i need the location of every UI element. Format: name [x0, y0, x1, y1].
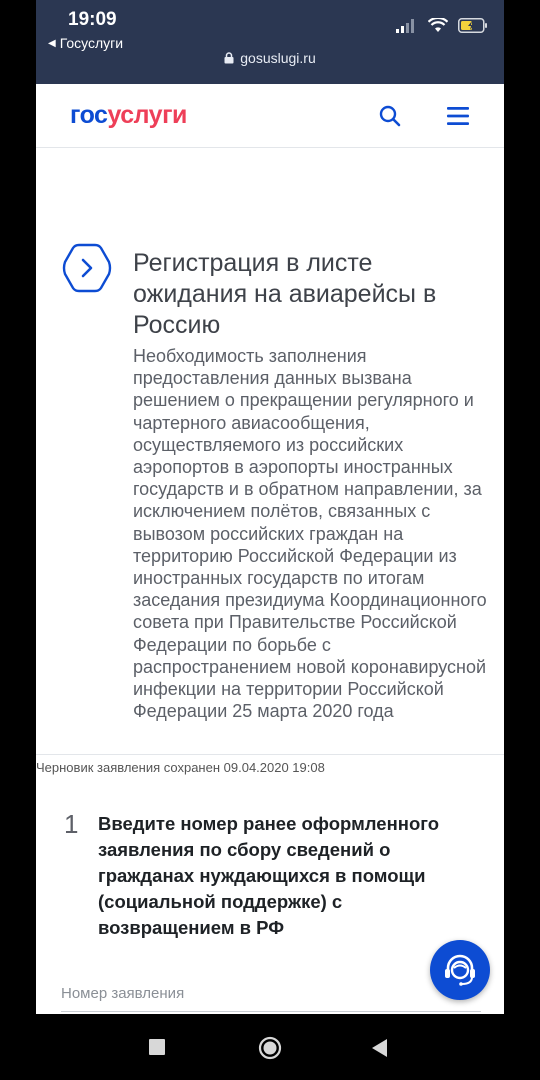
- service-intro: [36, 148, 504, 755]
- lock-icon: [224, 52, 234, 64]
- question-text: Введите номер ранее оформленного заявления по сбору сведений о гражданах нуждающихся в помощи (социальной поддержке) с возвращением в РФ: [98, 813, 440, 938]
- menu-icon[interactable]: [444, 104, 472, 128]
- back-app-label: Госуслуги: [59, 35, 124, 51]
- search-icon[interactable]: [376, 102, 404, 130]
- service-description: Необходимость заполнения предоставления данных вызвана решением о прекращении регулярного и чартерного авиасообщения, осуществляемого из российских аэропортов в аэропорты иностранных государств и в обратном направлении, за исключением полётов, связанных с вывозом российских граждан на территорию Российской Федерации из иностранных государств по итогам заседания президиума Координационного совета при Правительстве Российской Федерации по борьбе с распространением новой коронавирусной инфекции на территории Российской Федерации 25 марта 2020 года: [133, 346, 487, 722]
- wifi-icon: [428, 18, 448, 33]
- web-page: [36, 84, 504, 1014]
- status-time: 19:09: [68, 9, 117, 30]
- url-text: gosuslugi.ru: [240, 50, 316, 66]
- back-icon[interactable]: [372, 1039, 388, 1057]
- status-bar: [36, 0, 504, 84]
- draft-saved-status: Черновик заявления сохранен 09.04.2020 19:08: [36, 760, 325, 775]
- site-header: [36, 84, 504, 148]
- field-underline: [61, 1011, 481, 1012]
- chevron-right-icon[interactable]: [61, 242, 113, 294]
- url-bar[interactable]: [36, 50, 504, 66]
- question-number: 1: [64, 809, 79, 839]
- logo-part-uslugi: услуги: [107, 101, 187, 129]
- page-title: Регистрация в листе ожидания на авиарейсы в Россию: [133, 249, 437, 339]
- application-number-field[interactable]: Номер заявления: [61, 985, 185, 1002]
- back-to-app-link[interactable]: [48, 35, 123, 51]
- headset-operator-icon: [440, 950, 480, 990]
- signal-icon: [396, 19, 418, 33]
- gosuslugi-logo[interactable]: [70, 101, 187, 130]
- android-nav-bar: [0, 1014, 540, 1080]
- home-icon[interactable]: [258, 1036, 282, 1060]
- back-triangle-icon: ◀: [48, 37, 56, 49]
- battery-icon: [458, 18, 488, 33]
- logo-part-gos: гос: [70, 101, 108, 129]
- recents-icon[interactable]: [149, 1039, 165, 1055]
- status-icons: [396, 18, 488, 33]
- support-chat-button[interactable]: [430, 940, 490, 1000]
